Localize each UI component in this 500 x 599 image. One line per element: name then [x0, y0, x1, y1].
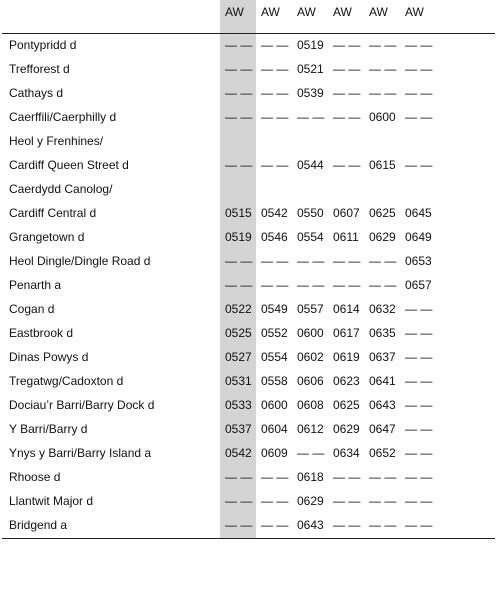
table-row: [0, 490, 500, 514]
time-cell: 0554: [297, 230, 324, 244]
time-cell: — —: [405, 494, 433, 508]
time-cell: 0522: [225, 302, 252, 316]
station-name: Ynys y Barri/Barry Island a: [9, 446, 152, 460]
time-cell: 0600: [297, 326, 324, 340]
table-row: [0, 394, 500, 418]
time-cell: — —: [333, 470, 361, 484]
time-cell: 0649: [405, 230, 432, 244]
time-cell: — —: [369, 86, 397, 100]
time-cell: — —: [297, 446, 325, 460]
time-cell: 0519: [225, 230, 252, 244]
time-cell: 0552: [261, 326, 288, 340]
time-cell: — —: [369, 470, 397, 484]
time-cell: 0558: [261, 374, 288, 388]
time-cell: 0612: [297, 422, 324, 436]
time-cell: 0550: [297, 206, 324, 220]
time-cell: 0549: [261, 302, 288, 316]
table-row: [0, 226, 500, 250]
time-cell: — —: [369, 494, 397, 508]
time-cell: 0554: [261, 350, 288, 364]
station-name: Caerffili/Caerphilly d: [9, 110, 117, 124]
time-cell: — —: [333, 158, 361, 172]
time-cell: 0641: [369, 374, 396, 388]
time-cell: — —: [225, 86, 253, 100]
time-cell: — —: [297, 278, 325, 292]
time-cell: — —: [225, 254, 253, 268]
time-cell: 0606: [297, 374, 324, 388]
station-name: Caerdydd Canolog/: [9, 182, 113, 196]
time-cell: — —: [405, 374, 433, 388]
time-cell: 0634: [333, 446, 360, 460]
table-row: [0, 106, 500, 130]
time-cell: — —: [225, 278, 253, 292]
time-cell: 0531: [225, 374, 252, 388]
station-name: Cathays d: [9, 86, 64, 100]
time-cell: — —: [225, 110, 253, 124]
time-cell: 0519: [297, 38, 324, 52]
station-name: Cardiff Queen Street d: [9, 158, 129, 172]
time-cell: 0607: [333, 206, 360, 220]
time-cell: — —: [405, 518, 433, 532]
time-cell: 0629: [369, 230, 396, 244]
time-cell: — —: [261, 158, 289, 172]
time-cell: — —: [405, 326, 433, 340]
station-name: Bridgend a: [9, 518, 68, 532]
station-name: Y Barri/Barry d: [9, 422, 88, 436]
time-cell: 0635: [369, 326, 396, 340]
time-cell: 0629: [333, 422, 360, 436]
time-cell: 0533: [225, 398, 252, 412]
time-cell: 0619: [333, 350, 360, 364]
table-row: [0, 298, 500, 322]
time-cell: 0600: [261, 398, 288, 412]
time-cell: — —: [297, 110, 325, 124]
time-cell: — —: [225, 494, 253, 508]
time-cell: 0546: [261, 230, 288, 244]
table-row: [0, 346, 500, 370]
time-cell: 0542: [261, 206, 288, 220]
time-cell: 0602: [297, 350, 324, 364]
time-cell: — —: [405, 302, 433, 316]
station-name: Tregatwg/Cadoxton d: [9, 374, 124, 388]
time-cell: — —: [333, 86, 361, 100]
station-name: Llantwit Major d: [9, 494, 94, 508]
operator-header: AW: [333, 5, 352, 19]
time-cell: — —: [261, 494, 289, 508]
time-cell: 0629: [297, 494, 324, 508]
operator-header: AW: [369, 5, 388, 19]
station-name: Cardiff Central d: [9, 206, 97, 220]
time-cell: — —: [405, 470, 433, 484]
table-row: [0, 514, 500, 538]
time-cell: — —: [405, 446, 433, 460]
station-name: Rhoose d: [9, 470, 61, 484]
station-name: Heol y Frenhines/: [9, 134, 104, 148]
time-cell: — —: [225, 62, 253, 76]
time-cell: — —: [333, 254, 361, 268]
time-cell: 0611: [333, 230, 359, 244]
time-cell: — —: [225, 158, 253, 172]
operator-header: AW: [261, 5, 280, 19]
time-cell: 0521: [297, 62, 324, 76]
time-cell: 0525: [225, 326, 252, 340]
time-cell: 0645: [405, 206, 432, 220]
time-cell: — —: [405, 158, 433, 172]
time-cell: — —: [261, 110, 289, 124]
time-cell: 0653: [405, 254, 432, 268]
table-row: [0, 370, 500, 394]
time-cell: 0600: [369, 110, 396, 124]
table-row: [0, 178, 500, 202]
table-row: [0, 130, 500, 154]
time-cell: — —: [333, 494, 361, 508]
time-cell: — —: [225, 470, 253, 484]
table-row: [0, 274, 500, 298]
time-cell: 0647: [369, 422, 396, 436]
time-cell: — —: [369, 254, 397, 268]
time-cell: — —: [333, 38, 361, 52]
time-cell: 0604: [261, 422, 288, 436]
operator-header: AW: [225, 5, 244, 19]
time-cell: — —: [297, 254, 325, 268]
station-name: Trefforest d: [9, 62, 70, 76]
time-cell: 0608: [297, 398, 324, 412]
time-cell: — —: [405, 62, 433, 76]
time-cell: — —: [225, 518, 253, 532]
time-cell: 0615: [369, 158, 396, 172]
time-cell: 0614: [333, 302, 360, 316]
time-cell: 0527: [225, 350, 252, 364]
time-cell: — —: [369, 38, 397, 52]
station-name: Dinas Powys d: [9, 350, 89, 364]
table-row: [0, 466, 500, 490]
time-cell: 0643: [369, 398, 396, 412]
time-cell: — —: [333, 278, 361, 292]
table-row: [0, 58, 500, 82]
time-cell: — —: [261, 518, 289, 532]
table-row: [0, 34, 500, 58]
time-cell: — —: [369, 518, 397, 532]
time-cell: — —: [261, 38, 289, 52]
time-cell: 0643: [297, 518, 324, 532]
time-cell: — —: [333, 518, 361, 532]
time-cell: — —: [225, 38, 253, 52]
time-cell: 0637: [369, 350, 396, 364]
time-cell: — —: [369, 278, 397, 292]
time-cell: 0544: [297, 158, 324, 172]
time-cell: 0542: [225, 446, 252, 460]
time-cell: — —: [405, 86, 433, 100]
time-cell: — —: [369, 62, 397, 76]
time-cell: — —: [405, 422, 433, 436]
time-cell: 0515: [225, 206, 252, 220]
time-cell: 0557: [297, 302, 324, 316]
time-cell: 0618: [297, 470, 324, 484]
time-cell: 0539: [297, 86, 324, 100]
time-cell: — —: [261, 62, 289, 76]
table-row: [0, 442, 500, 466]
table-row: [0, 82, 500, 106]
time-cell: — —: [261, 86, 289, 100]
time-cell: 0623: [333, 374, 360, 388]
time-cell: 0537: [225, 422, 252, 436]
station-name: Grangetown d: [9, 230, 85, 244]
time-cell: 0657: [405, 278, 432, 292]
time-cell: — —: [333, 62, 361, 76]
time-cell: — —: [405, 110, 433, 124]
operator-header: AW: [405, 5, 424, 19]
table-row: [0, 202, 500, 226]
time-cell: 0609: [261, 446, 288, 460]
station-name: Dociau’r Barri/Barry Dock d: [9, 398, 155, 412]
time-cell: 0617: [333, 326, 360, 340]
time-cell: — —: [261, 278, 289, 292]
station-name: Cogan d: [9, 302, 55, 316]
table-row: [0, 418, 500, 442]
station-name: Pontypridd d: [9, 38, 77, 52]
time-cell: 0625: [333, 398, 360, 412]
time-cell: 0652: [369, 446, 396, 460]
table-row: [0, 322, 500, 346]
station-name: Heol Dingle/Dingle Road d: [9, 254, 151, 268]
time-cell: — —: [261, 470, 289, 484]
table-row: [0, 154, 500, 178]
station-name: Penarth a: [9, 278, 62, 292]
time-cell: 0632: [369, 302, 396, 316]
time-cell: — —: [405, 38, 433, 52]
operator-header: AW: [297, 5, 316, 19]
station-name: Eastbrook d: [9, 326, 74, 340]
time-cell: — —: [405, 350, 433, 364]
bottom-divider: [2, 538, 495, 539]
table-row: [0, 250, 500, 274]
time-cell: 0625: [369, 206, 396, 220]
time-cell: — —: [333, 110, 361, 124]
time-cell: — —: [261, 254, 289, 268]
time-cell: — —: [405, 398, 433, 412]
